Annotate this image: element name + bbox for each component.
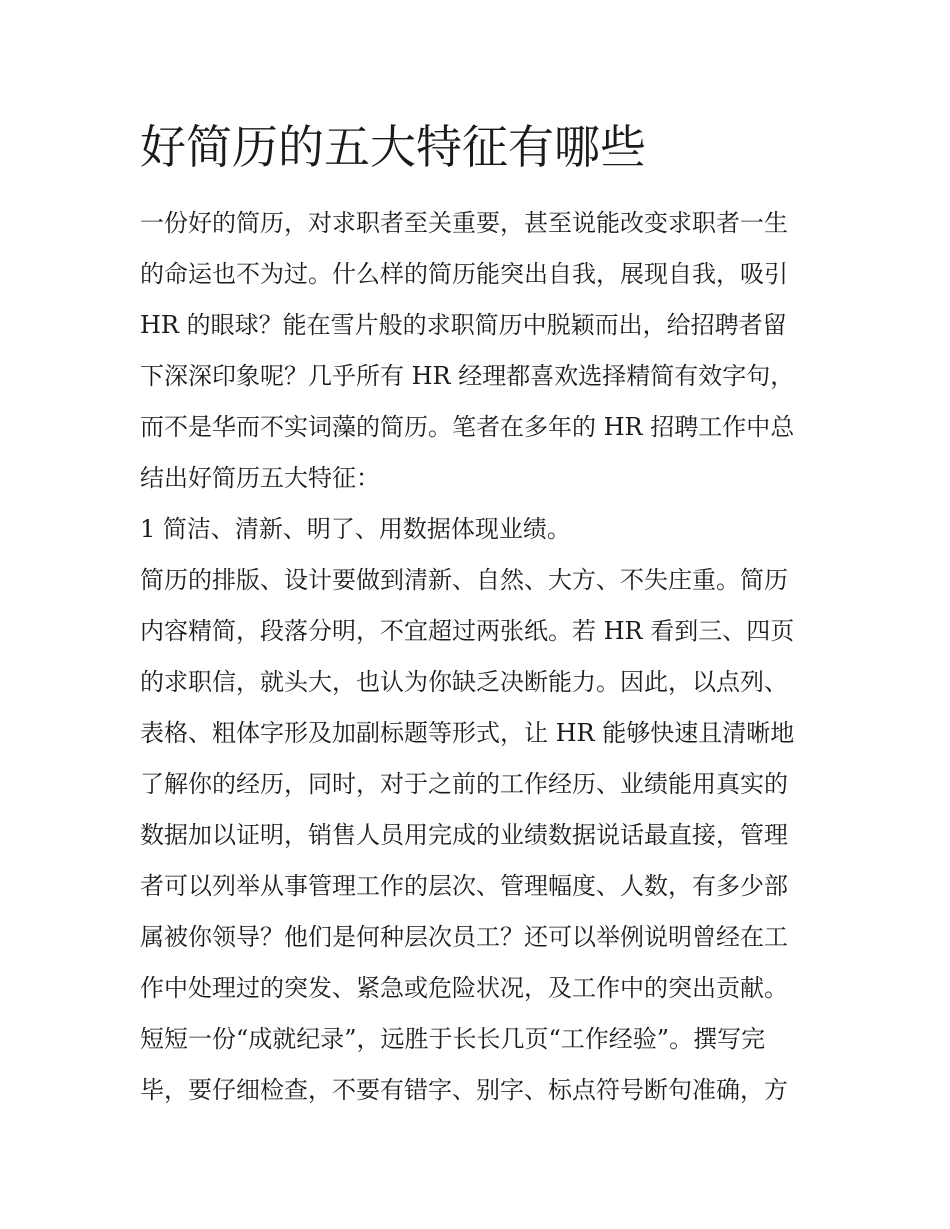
text-line: 的求职信，就头大，也认为你缺乏决断能力。因此，以点列、 xyxy=(140,668,788,696)
text-line: 作中处理过的突发、紧急或危险状况，及工作中的突出贡献。 xyxy=(140,974,788,1002)
text-line: 表格、粗体字形及加副标题等形式，让 HR 能够快速且清晰地 xyxy=(140,719,795,747)
text-line: 毕，要仔细检查，不要有错字、别字、标点符号断句准确，方 xyxy=(140,1076,788,1104)
section-heading: 1 简洁、清新、明了、用数据体现业绩。 xyxy=(140,515,571,543)
text-line: 一份好的简历，对求职者至关重要，甚至说能改变求职者一生 xyxy=(140,209,788,237)
text-line: 下深深印象呢？几乎所有 HR 经理都喜欢选择精简有效字句， xyxy=(140,362,795,390)
text-line: 短短一份“成就纪录”，远胜于长长几页“工作经验”。撰写完 xyxy=(140,1025,766,1053)
text-line: HR 的眼球？能在雪片般的求职简历中脱颖而出，给招聘者留 xyxy=(140,311,787,339)
text-line: 数据加以证明，销售人员用完成的业绩数据说话最直接，管理 xyxy=(140,821,788,849)
text-line: 而不是华而不实词藻的简历。笔者在多年的 HR 招聘工作中总 xyxy=(140,413,795,441)
text-line: 简历的排版、设计要做到清新、自然、大方、不失庄重。简历 xyxy=(140,566,788,594)
text-line: 属被你领导？他们是何种层次员工？还可以举例说明曾经在工 xyxy=(140,923,788,951)
text-line: 结出好简历五大特征： xyxy=(140,464,380,492)
text-line: 内容精简，段落分明，不宜超过两张纸。若 HR 看到三、四页 xyxy=(140,617,795,645)
text-line: 的命运也不为过。什么样的简历能突出自我，展现自我，吸引 xyxy=(140,260,788,288)
text-line: 了解你的经历，同时，对于之前的工作经历、业绩能用真实的 xyxy=(140,770,788,798)
text-line: 者可以列举从事管理工作的层次、管理幅度、人数，有多少部 xyxy=(140,872,788,900)
page-title: 好简历的五大特征有哪些 xyxy=(140,120,646,174)
body-text xyxy=(140,200,820,1118)
